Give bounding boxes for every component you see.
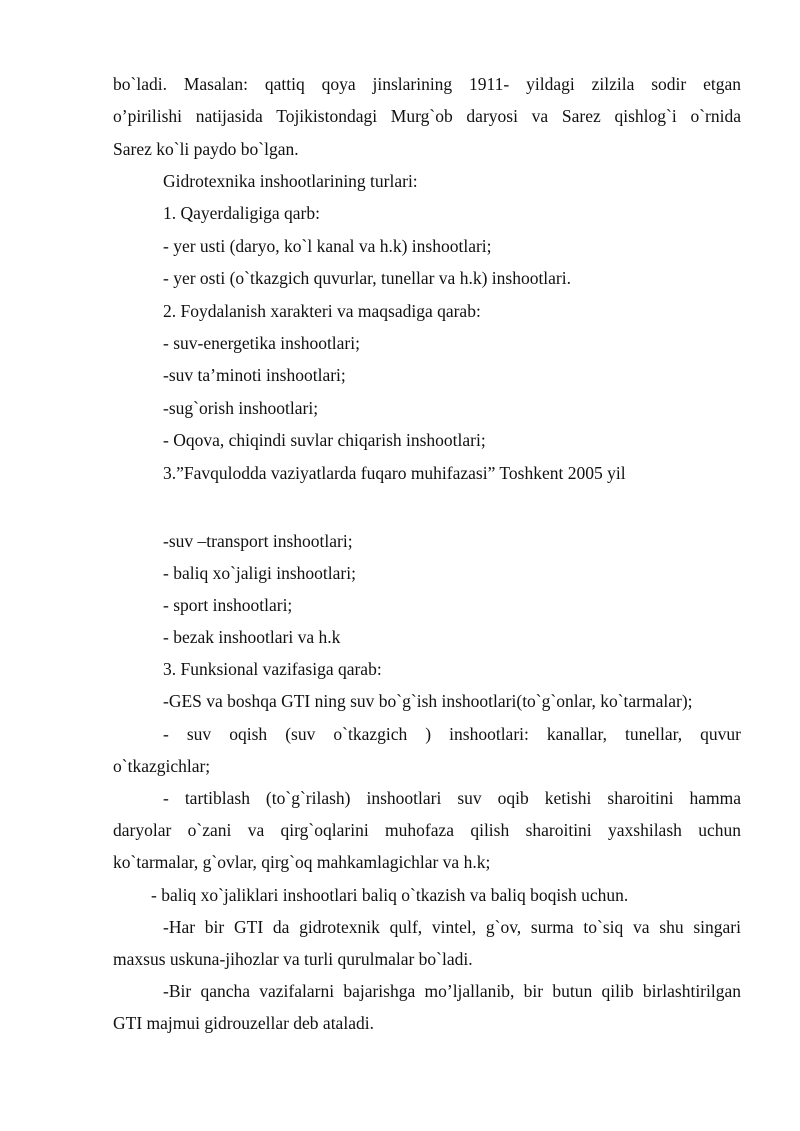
text-line: - Oqova, chiqindi suvlar chiqarish inshootlari;: [163, 430, 486, 450]
text-line: 3.”Favqulodda vaziyatlarda fuqaro muhifazasi” Toshkent 2005 yil: [163, 463, 626, 483]
text-line: Gidrotexnika inshootlarining turlari:: [163, 171, 418, 191]
text-line: - yer osti (o`tkazgich quvurlar, tunellar va h.k) inshootlari.: [163, 268, 571, 288]
text-line: GTI majmui gidrouzellar deb ataladi.: [113, 1013, 374, 1033]
text-line: daryolar o`zani va qirg`oqlarini muhofaza qilish sharoitini yaxshilash uchun: [113, 820, 741, 840]
text-line: - tartiblash (to`g`rilash) inshootlari suv oqib ketishi sharoitini hamma: [163, 788, 741, 808]
text-line: 2. Foydalanish xarakteri va maqsadiga qarab:: [163, 301, 481, 321]
text-line: 3. Funksional vazifasiga qarab:: [163, 659, 382, 679]
text-line: o`tkazgichlar;: [113, 756, 211, 776]
text-line: - baliq xo`jaligi inshootlari;: [163, 563, 356, 583]
text-line: Sarez ko`li paydo bo`lgan.: [113, 139, 299, 159]
text-line: - bezak inshootlari va h.k: [163, 627, 341, 647]
text-line: - sport inshootlari;: [163, 595, 293, 615]
text-line: -sug`orish inshootlari;: [163, 398, 319, 418]
text-line: bo`ladi. Masalan: qattiq qoya jinslarining 1911- yildagi zilzila sodir etgan: [113, 74, 741, 94]
text-line: -GES va boshqa GTI ning suv bo`g`ish inshootlari(to`g`onlar, ko`tarmalar);: [163, 691, 693, 711]
text-line: -Bir qancha vazifalarni bajarishga mo’ljallanib, bir butun qilib birlashtirilgan: [163, 981, 741, 1001]
text-line: -Har bir GTI da gidrotexnik qulf, vintel, g`ov, surma to`siq va shu singari: [163, 917, 741, 937]
text-line: -suv –transport inshootlari;: [163, 531, 353, 551]
text-line: -suv ta’minoti inshootlari;: [163, 365, 346, 385]
text-line: o’pirilishi natijasida Tojikistondagi Murg`ob daryosi va Sarez qishlog`i o`rnida: [113, 106, 741, 126]
text-line: - yer usti (daryo, ko`l kanal va h.k) inshootlari;: [163, 236, 492, 256]
text-line: maxsus uskuna-jihozlar va turli qurulmalar bo`ladi.: [113, 949, 473, 969]
text-line: - suv-energetika inshootlari;: [163, 333, 360, 353]
text-line: - baliq xo`jaliklari inshootlari baliq o`tkazish va baliq boqish uchun.: [151, 885, 629, 905]
text-line: ko`tarmalar, g`ovlar, qirg`oq mahkamlagichlar va h.k;: [113, 852, 491, 872]
text-line: - suv oqish (suv o`tkazgich ) inshootlari: kanallar, tunellar, quvur: [163, 724, 741, 744]
text-line: 1. Qayerdaligiga qarb:: [163, 203, 320, 223]
